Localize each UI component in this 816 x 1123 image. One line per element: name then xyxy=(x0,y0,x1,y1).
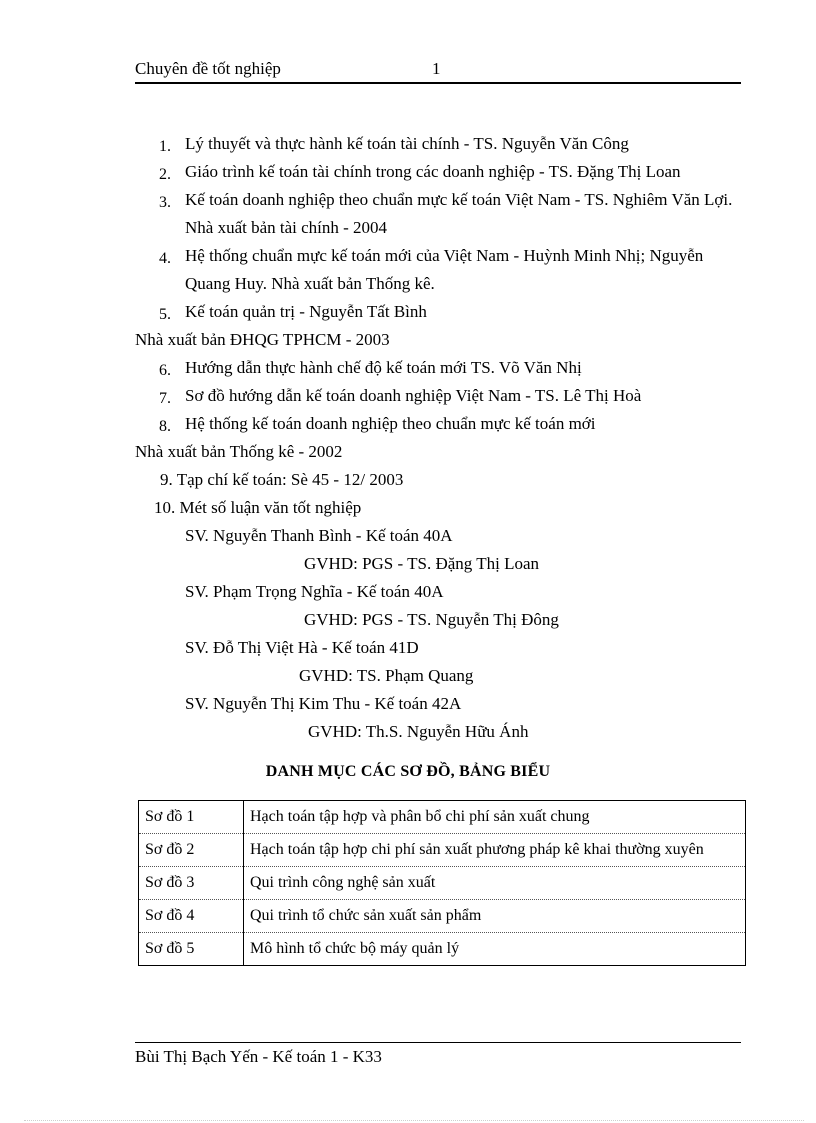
reference-item xyxy=(0,382,816,410)
publisher-line: Nhà xuất bản Thống kê - 2002 xyxy=(135,442,343,461)
reference-text: Kế toán quản trị - Nguyễn Tất Bình xyxy=(185,302,427,321)
reference-text: Hệ thống kế toán doanh nghiệp theo chuẩn mực kế toán mới xyxy=(185,414,596,433)
table-row xyxy=(139,801,746,834)
reference-number: 3. xyxy=(159,194,171,211)
table-row xyxy=(139,900,746,933)
reference-number: 8. xyxy=(159,418,171,435)
reference-number: 4. xyxy=(159,250,171,267)
reference-number: 7. xyxy=(159,390,171,407)
page-number: 1 xyxy=(432,59,441,78)
thesis-student: SV. Nguyễn Thị Kim Thu - Kế toán 42A xyxy=(185,694,462,713)
thesis-advisor: GVHD: PGS - TS. Nguyễn Thị Đông xyxy=(304,610,559,629)
reference-number: 5. xyxy=(159,306,171,323)
reference-text: Giáo trình kế toán tài chính trong các doanh nghiệp - TS. Đặng Thị Loan xyxy=(185,162,681,181)
diagram-label: Sơ đồ 3 xyxy=(139,867,244,900)
footer-text: Bùi Thị Bạch Yến - Kế toán 1 - K33 xyxy=(135,1047,382,1066)
diagram-description: Mô hình tổ chức bộ máy quản lý xyxy=(244,933,746,966)
reference-item xyxy=(0,354,816,382)
reference-item-10: 10. Mét số luận văn tốt nghiệp xyxy=(154,498,362,517)
reference-list xyxy=(0,130,816,746)
publisher-line: Nhà xuất bản ĐHQG TPHCM - 2003 xyxy=(135,330,390,349)
thesis-student: SV. Phạm Trọng Nghĩa - Kế toán 40A xyxy=(185,582,444,601)
thesis-advisor: GVHD: TS. Phạm Quang xyxy=(299,666,474,685)
diagram-description: Hạch toán tập hợp và phân bổ chi phí sản xuất chung xyxy=(244,801,746,834)
header-title: Chuyên đề tốt nghiệp xyxy=(135,59,281,78)
diagram-label: Sơ đồ 5 xyxy=(139,933,244,966)
diagram-label: Sơ đồ 2 xyxy=(139,834,244,867)
reference-item xyxy=(0,130,816,158)
reference-item xyxy=(0,186,816,242)
reference-item-9: 9. Tạp chí kế toán: Sè 45 - 12/ 2003 xyxy=(160,470,404,489)
reference-text: Kế toán doanh nghiệp theo chuẩn mực kế toán Việt Nam - TS. Nghiêm Văn Lợi. Nhà xuất bản tài chính - 2004 xyxy=(185,190,733,237)
page-footer xyxy=(135,1042,741,1067)
diagram-description: Qui trình tổ chức sản xuất sản phẩm xyxy=(244,900,746,933)
diagram-list-title: DANH MỤC CÁC SƠ ĐỒ, BẢNG BIỂU xyxy=(265,763,551,780)
reference-text: Hệ thống chuẩn mực kế toán mới của Việt Nam - Huỳnh Minh Nhị; Nguyễn Quang Huy. Nhà xuất bản Thống kê. xyxy=(185,246,704,293)
thesis-student: SV. Đỗ Thị Việt Hà - Kế toán 41D xyxy=(185,638,419,657)
reference-item xyxy=(0,158,816,186)
diagram-label: Sơ đồ 4 xyxy=(139,900,244,933)
reference-item xyxy=(0,298,816,326)
diagram-label: Sơ đồ 1 xyxy=(139,801,244,834)
diagram-description: Hạch toán tập hợp chi phí sản xuất phương pháp kê khai thường xuyên xyxy=(244,834,746,867)
diagram-table xyxy=(138,800,746,966)
page-header xyxy=(135,58,741,84)
reference-item xyxy=(0,242,816,298)
reference-item xyxy=(0,410,816,438)
reference-number: 2. xyxy=(159,166,171,183)
diagram-description: Qui trình công nghệ sản xuất xyxy=(244,867,746,900)
reference-text: Sơ đồ hướng dẫn kế toán doanh nghiệp Việt Nam - TS. Lê Thị Hoà xyxy=(185,386,642,405)
thesis-advisor: GVHD: PGS - TS. Đặng Thị Loan xyxy=(304,554,540,573)
thesis-advisor: GVHD: Th.S. Nguyễn Hữu Ánh xyxy=(308,722,529,741)
table-row xyxy=(139,834,746,867)
reference-text: Hướng dẫn thực hành chế độ kế toán mới TS. Võ Văn Nhị xyxy=(185,358,582,377)
reference-number: 1. xyxy=(159,138,171,155)
table-row xyxy=(139,933,746,966)
table-row xyxy=(139,867,746,900)
page-edge-divider xyxy=(24,1120,804,1121)
reference-text: Lý thuyết và thực hành kế toán tài chính - TS. Nguyễn Văn Công xyxy=(185,134,629,153)
reference-number: 6. xyxy=(159,362,171,379)
thesis-student: SV. Nguyễn Thanh Bình - Kế toán 40A xyxy=(185,526,453,545)
